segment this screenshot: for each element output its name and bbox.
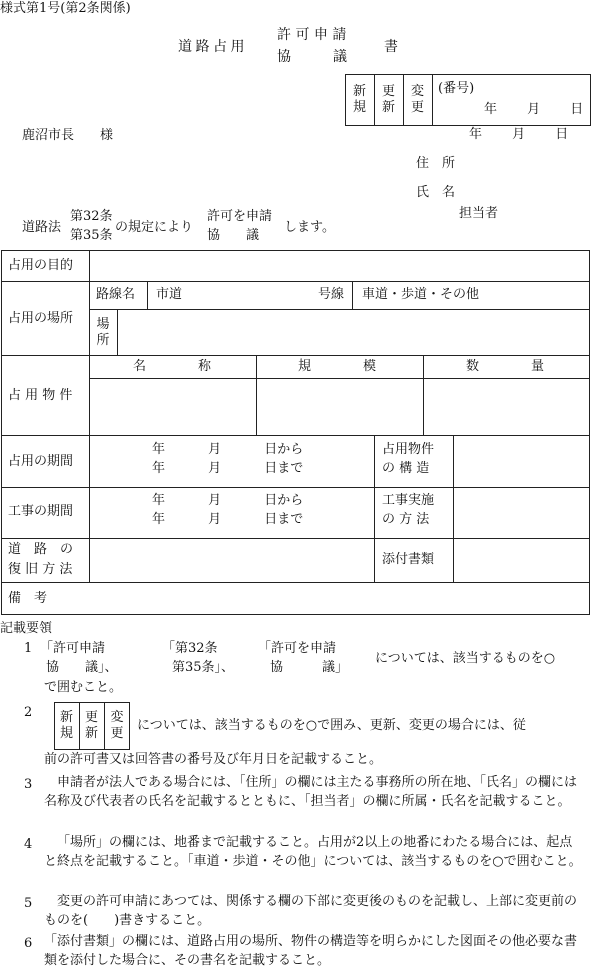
label-place: 占用の場所: [8, 311, 74, 326]
note-4-text: 「場所」の欄には、地番まで記載すること。占用が2以上の地番にわたる場合には、起点と終点を記載すること。「車道・歩道・その他」については、該当するものを○で囲むこと。: [44, 835, 582, 869]
notes-heading: 記載要領: [0, 621, 53, 636]
label-purpose: 占用の目的: [8, 258, 74, 273]
label-route-name: 路線名: [96, 287, 136, 302]
intro-law: 道路法: [22, 220, 62, 235]
label-structure-1: 占用物件: [382, 442, 435, 457]
label-objects: 占 用 物 件: [8, 388, 73, 403]
label-work-period: 工事の期間: [8, 504, 74, 519]
label-attachments: 添付書類: [382, 552, 435, 567]
label-road-type: 車道・歩道・その他: [362, 287, 480, 302]
label-city-road: 市道: [156, 287, 183, 302]
label-structure-2: の 構 造: [382, 461, 430, 476]
intro-article-35: 第35条: [70, 228, 113, 243]
note-2-line2: 前の許可書又は回答書の番号及び年月日を記載すること。: [44, 752, 383, 767]
intro-article-32: 第32条: [70, 209, 113, 224]
work-to: 年 月 日まで: [152, 512, 304, 527]
header-scale: 規 模: [298, 359, 377, 374]
note-6-text: 「添付書類」の欄には、道路占用の場所、物件の構造等を明らかにした図面その他必要な書類を添付した場合に、その書名を記載すること。: [44, 934, 578, 968]
note-3-text: 申請者が法人である場合には、「住所」の欄には主たる事務所の所在地、「氏名」の欄には名称及び代表者の氏名を記載するとともに、「担当者」の欄に所属・氏名を記載すること。: [44, 775, 578, 809]
note-1-q3a: 「許可を申請: [258, 641, 337, 656]
title-option-consult: 協 議: [277, 49, 347, 65]
status-change: 変 更: [410, 84, 424, 116]
label-period: 占用の期間: [8, 454, 74, 469]
header-quantity: 数 量: [466, 359, 545, 374]
label-location: 場 所: [96, 317, 110, 349]
label-restore-2: 復 旧 方 法: [8, 562, 73, 577]
note-1-number: 1: [24, 641, 33, 656]
label-method-2: の 方 法: [382, 512, 430, 527]
note-2-number: 2: [24, 705, 33, 720]
note-1-q2b: 第35条」、: [172, 660, 235, 675]
note-1-q1a: 「許可申請: [40, 641, 106, 656]
note-1-tail: については、該当するものを○: [375, 651, 556, 666]
note-1-q2a: 「第32条: [162, 641, 218, 656]
status-new: 新 規: [352, 84, 366, 116]
address-label: 住 所: [416, 156, 456, 171]
number-date: 年 月 日: [484, 102, 584, 117]
note-1-line2: で囲むこと。: [44, 680, 123, 695]
label-restore-1: 道 路 の: [8, 542, 74, 557]
note-5-text: 変更の許可申請にあつては、関係する欄の下部に変更後のものを記載し、上部に変更前のものを( )書きすること。: [44, 894, 578, 928]
header-name: 名 称: [133, 359, 212, 374]
period-to: 年 月 日まで: [152, 461, 304, 476]
label-route-no: 号線: [318, 287, 345, 302]
note-1-q1b: 協 議」、: [46, 660, 118, 675]
addressee: 鹿沼市長 様: [22, 128, 114, 143]
form-number: 様式第1号(第2条関係): [0, 1, 131, 16]
status-renew: 更 新: [381, 84, 395, 116]
note-2-tail: については、該当するものを○で囲み、更新、変更の場合には、従: [137, 718, 526, 733]
title-prefix: 道路占用: [178, 39, 248, 55]
work-from: 年 月 日から: [152, 493, 304, 508]
title-suffix: 書: [384, 39, 398, 55]
application-date: 年 月 日: [469, 127, 569, 142]
period-from: 年 月 日から: [152, 442, 304, 457]
note-3-number: 3: [24, 777, 33, 792]
contact-label: 担当者: [459, 206, 499, 221]
title-option-permit: 許 可 申 請: [277, 27, 347, 43]
name-label: 氏 名: [416, 185, 456, 200]
note-4-number: 4: [24, 837, 33, 852]
intro-mid: の規定により: [115, 220, 194, 235]
note-2-change: 変 更: [110, 710, 124, 742]
note-2-new: 新 規: [59, 710, 73, 742]
number-label: (番号): [438, 81, 475, 96]
note-6-number: 6: [24, 936, 33, 951]
intro-option-consult: 協 議: [207, 228, 260, 243]
intro-option-permit: 許可を申請: [207, 209, 273, 224]
note-1-q3b: 協 議」: [270, 660, 349, 675]
note-2-renew: 更 新: [84, 710, 98, 742]
label-method-1: 工事実施: [382, 493, 435, 508]
label-remarks: 備 考: [8, 591, 48, 606]
note-5-number: 5: [24, 896, 33, 911]
intro-end: します。: [284, 220, 335, 235]
